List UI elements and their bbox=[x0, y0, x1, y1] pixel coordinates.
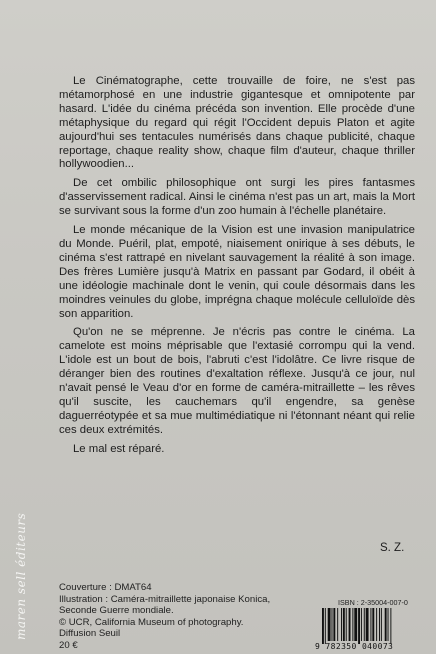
barcode-bar bbox=[349, 608, 351, 641]
paragraph-1: Le Cinématographe, cette trouvaille de foire, ne s'est pas métamorphosé en une industrie gigantesque et omnipotente par hasard. L'idée du cinéma précéda son invention. Elle procède d'une métaphysique du regard qui régit l'Occident depuis Platon et agite aujourd'hui ses tentacules numérisés dans chaque publicité, chaque reportage, chaque reality show, chaque film d'auteur, chaque thriller hollywoodien... bbox=[59, 75, 415, 171]
paragraph-2: De cet ombilic philosophique ont surgi les pires fantasmes d'asservissement radical. Ainsi le cinéma n'est pas un art, mais la Mort se survivant sous la forme d'un zoo humain à l'échelle planétaire. bbox=[59, 177, 415, 218]
credit-illustration-cont: Seconde Guerre mondiale. bbox=[59, 605, 174, 617]
barcode-bar bbox=[328, 608, 331, 641]
barcode-bar bbox=[341, 608, 342, 641]
barcode-bar bbox=[361, 608, 362, 641]
barcode-bar bbox=[325, 608, 326, 644]
blurb-text bbox=[59, 75, 415, 462]
barcode-image bbox=[320, 608, 420, 644]
barcode-bar bbox=[337, 608, 338, 641]
barcode-bar bbox=[376, 608, 377, 641]
barcode-bar bbox=[388, 608, 389, 641]
paragraph-5: Le mal est réparé. bbox=[73, 442, 165, 455]
isbn-label: ISBN : 2-35004-007-0 bbox=[338, 598, 408, 607]
credit-copyright: © UCR, California Museum of photography. bbox=[59, 616, 244, 628]
author-signature: S. Z. bbox=[380, 542, 405, 554]
barcode-bar bbox=[381, 608, 382, 641]
barcode-bar bbox=[385, 608, 387, 641]
barcode-bar bbox=[366, 608, 369, 641]
barcode-bar bbox=[346, 608, 347, 641]
barcode-bar bbox=[358, 608, 360, 644]
barcode-bar bbox=[343, 608, 345, 641]
barcode-bar bbox=[372, 608, 374, 641]
barcode-bar bbox=[332, 608, 333, 641]
credits-block bbox=[59, 582, 289, 652]
credit-illustration: Illustration : Caméra-mitraillette japonaise Konica, bbox=[59, 593, 271, 605]
barcode-bars bbox=[320, 608, 420, 644]
barcode-bar bbox=[352, 608, 353, 641]
spine-strip bbox=[0, 0, 56, 654]
barcode-bar bbox=[379, 608, 380, 641]
barcode-bar bbox=[333, 608, 335, 641]
paragraph-3: Le monde mécanique de la Vision est une invasion manipulatrice du Monde. Puéril, plat, empoté, niaisement onirique à ses débuts, le cinéma s'est rattrapé en nivelant sauvagement la réalité à son image. Des frères Lumière jusqu'à Matrix en passant par Godard, il obéit à une idéologie machinale dont le venin, qui coule désormais dans les moindres veinules du globe, imprégna chaque molécule celluloïde dès son apparition. bbox=[59, 224, 415, 320]
barcode-bar bbox=[354, 608, 357, 641]
price: 20 € bbox=[59, 639, 78, 651]
credit-cover: Couverture : DMAT64 bbox=[59, 582, 152, 593]
barcode-bar bbox=[322, 608, 324, 644]
barcode-bar bbox=[390, 608, 391, 644]
barcode-bar bbox=[370, 608, 371, 641]
barcode-digits: 9 782350 040073 bbox=[315, 642, 394, 651]
barcode-bar bbox=[364, 608, 365, 641]
publisher-name: maren sell éditeurs bbox=[14, 512, 28, 640]
paragraph-4: Qu'on ne se méprenne. Je n'écris pas contre le cinéma. La camelote est moins méprisable que l'extasié corrompu qui la vend. L'idole est un bout de bois, l'abruti c'est l'idolâtre. Ce livre risque de déranger bien des routines d'exaltation réflexe. Jusqu'à ce jour, nul n'avait pensé le Veau d'or en forme de caméra-mitraillette – les rêves qu'il suscite, les cauchemars qu'il engendre, sa genèse daguerréotypée et sa mue multimédiatique ni l'étonnant néant qui relie ces deux extrémités. bbox=[59, 326, 415, 436]
credit-distribution: Diffusion Seuil bbox=[59, 628, 121, 640]
